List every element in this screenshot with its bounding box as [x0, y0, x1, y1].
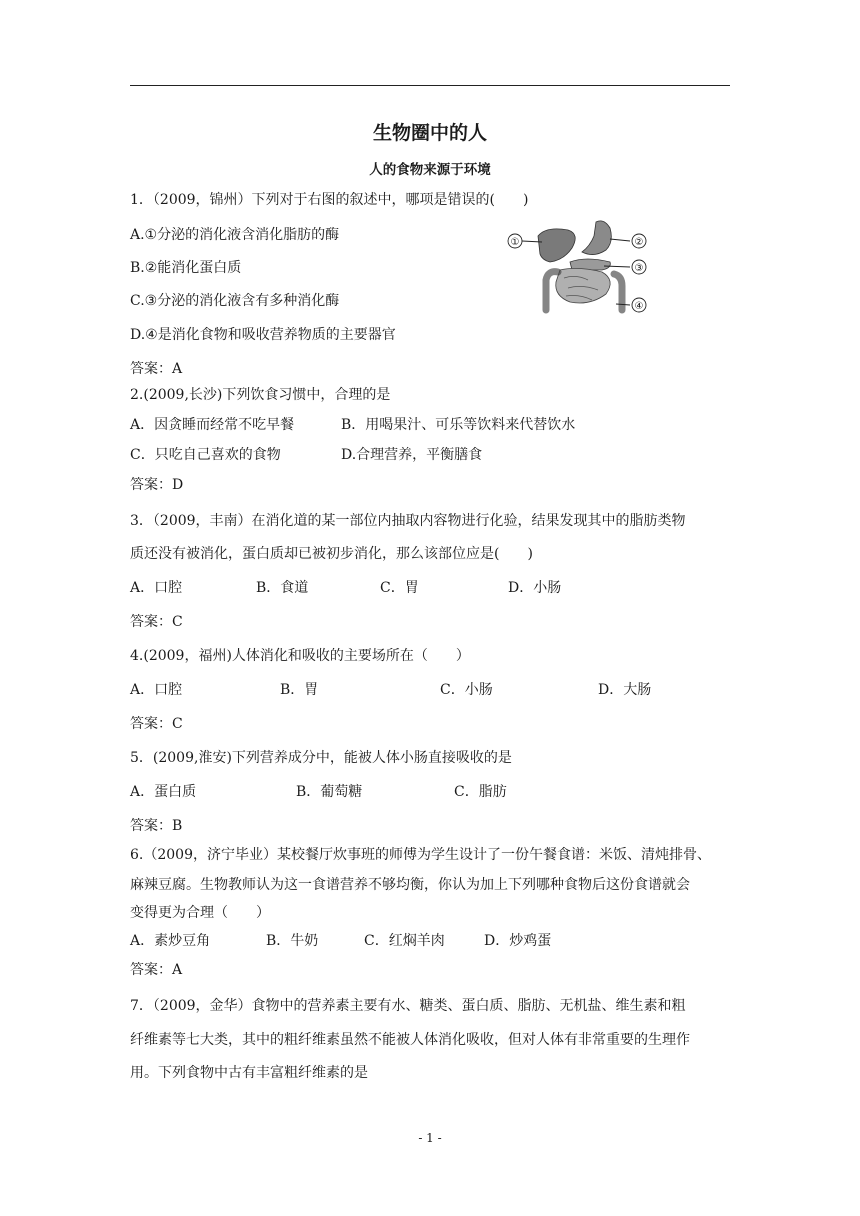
stomach-shape [582, 221, 611, 255]
question-5-option-a: A．蛋白质 [130, 784, 197, 800]
question-2-option-d: D.合理营养，平衡膳食 [341, 447, 483, 463]
question-5-options [130, 782, 730, 802]
question-4-option-d: D．大肠 [598, 682, 652, 698]
question-6-answer: 答案：A [130, 962, 183, 978]
question-6-stem-line-3: 变得更为合理（ ） [130, 905, 270, 921]
digestive-system-figure [506, 214, 651, 316]
question-2-answer: 答案：D [130, 477, 184, 493]
question-1-answer: 答案：A [130, 361, 183, 377]
question-2-options-row-2 [130, 445, 730, 465]
question-1-option-d: D.④是消化食物和吸收营养物质的主要器官 [130, 327, 396, 343]
label-1: ① [510, 237, 520, 248]
question-6-stem-line-2: 麻辣豆腐。生物教师认为这一食谱营养不够均衡，你认为加上下列哪种食物后这份食谱就会 [130, 877, 690, 893]
label-4: ④ [634, 301, 644, 312]
question-1-stem: 1．（2009，锦州）下列对于右图的叙述中，哪项是错误的( ) [130, 192, 529, 208]
question-3-options [130, 578, 730, 598]
page-number: - 1 - [418, 1131, 442, 1145]
question-6-option-b: B．牛奶 [266, 933, 319, 949]
label-2: ② [634, 237, 644, 248]
question-3-option-c: C．胃 [380, 580, 419, 596]
question-6-option-d: D．炒鸡蛋 [484, 933, 552, 949]
question-5-answer: 答案：B [130, 818, 183, 834]
section-subtitle: 人的食物来源于环境 [369, 162, 491, 178]
question-3-answer: 答案：C [130, 614, 183, 630]
question-2-options-row-1 [130, 415, 730, 435]
question-5-stem: 5．(2009,淮安)下列营养成分中，能被人体小肠直接吸收的是 [130, 750, 512, 766]
question-7-stem-line-3: 用。下列食物中古有丰富粗纤维素的是 [130, 1065, 368, 1081]
question-2-option-c: C．只吃自己喜欢的食物 [130, 447, 281, 463]
digestive-system-illustration [506, 214, 651, 316]
question-3-stem-line-2: 质还没有被消化，蛋白质却已被初步消化，那么该部位应是( ) [130, 546, 533, 562]
question-6-options [130, 931, 730, 951]
question-6-option-a: A．素炒豆角 [130, 933, 211, 949]
question-3-option-d: D．小肠 [508, 580, 562, 596]
question-1-option-a: A.①分泌的消化液含消化脂肪的酶 [130, 227, 340, 243]
question-5-option-b: B．葡萄糖 [296, 784, 363, 800]
question-2-option-b: B．用喝果汁、可乐等饮料来代替饮水 [341, 417, 576, 433]
question-4-stem: 4.(2009，福州)人体消化和吸收的主要场所在（ ） [130, 648, 470, 664]
question-7-stem-line-1: 7．（2009，金华）食物中的营养素主要有水、糖类、蛋白质、脂肪、无机盐、维生素和粗 [130, 998, 686, 1014]
page-title: 生物圈中的人 [372, 122, 487, 144]
question-4-option-b: B．胃 [280, 682, 319, 698]
question-4-option-a: A．口腔 [130, 682, 183, 698]
question-4-answer: 答案：C [130, 716, 183, 732]
question-1-option-b: B.②能消化蛋白质 [130, 260, 242, 276]
question-5-option-c: C．脂肪 [454, 784, 507, 800]
question-2-option-a: A．因贪睡而经常不吃早餐 [130, 417, 295, 433]
question-3-option-b: B．食道 [256, 580, 309, 596]
question-6-stem-line-1: 6.（2009，济宁毕业）某校餐厅炊事班的师傅为学生设计了一份午餐食谱：米饭、清炖排骨、 [130, 847, 711, 863]
question-4-options [130, 680, 730, 700]
label-3: ③ [634, 263, 644, 274]
question-3-stem-line-1: 3．（2009，丰南）在消化道的某一部位内抽取内容物进行化验，结果发现其中的脂肪类物 [130, 513, 686, 529]
small-intestine-shape [556, 268, 610, 303]
question-1-option-c: C.③分泌的消化液含有多种消化酶 [130, 293, 340, 309]
liver-shape [538, 229, 575, 262]
header-rule [130, 85, 730, 86]
question-6-option-c: C．红焖羊肉 [364, 933, 445, 949]
question-4-option-c: C．小肠 [440, 682, 493, 698]
question-7-stem-line-2: 纤维素等七大类，其中的粗纤维素虽然不能被人体消化吸收，但对人体有非常重要的生理作 [130, 1032, 690, 1048]
question-3-option-a: A．口腔 [130, 580, 183, 596]
question-2-stem: 2.(2009,长沙)下列饮食习惯中，合理的是 [130, 387, 391, 403]
